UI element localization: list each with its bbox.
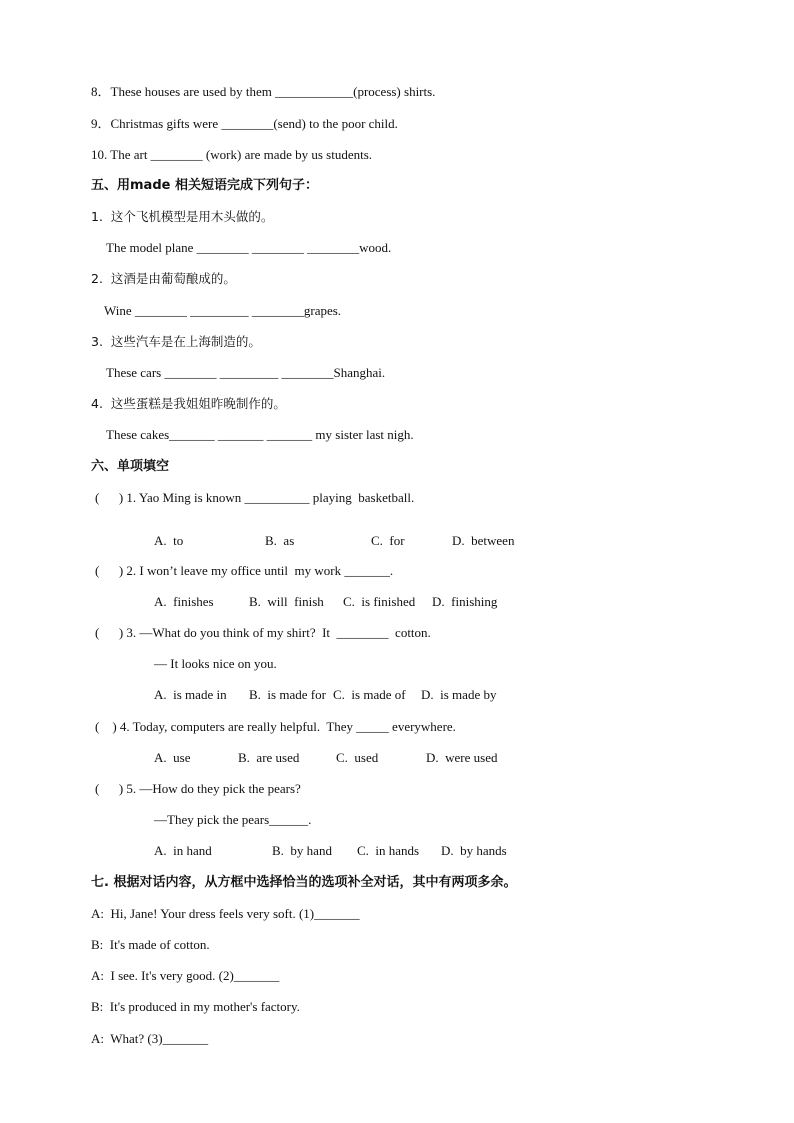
dialogue-line-2: B: It's made of cotton. xyxy=(91,937,210,952)
section-7-heading: 七. 根据对话内容，从方框中选择恰当的选项补全对话，其中有两项多余。 xyxy=(91,875,517,890)
question-2-option-d: D. finishing xyxy=(432,594,498,609)
section-5-heading: 五、用made 相关短语完成下列句子： xyxy=(91,178,318,193)
question-5-option-a: A. in hand xyxy=(154,843,212,858)
dialogue-line-3: A: I see. It's very good. (2)_______ xyxy=(91,968,280,983)
question-5-option-d: D. by hands xyxy=(441,843,507,858)
section-5-item-3-english: These cars ________ _________ ________Shanghai. xyxy=(106,365,386,380)
section-5-item-3-chinese: 3. 这些汽车是在上海制造的。 xyxy=(91,334,261,349)
question-3-response: — It looks nice on you. xyxy=(154,656,277,671)
question-2-option-a: A. finishes xyxy=(154,594,214,609)
question-5-option-b: B. by hand xyxy=(272,843,332,858)
section-5-item-2-english: Wine ________ _________ ________grapes. xyxy=(104,303,342,318)
question-2-option-c: C. is finished xyxy=(343,594,416,609)
question-1-option-b: B. as xyxy=(265,533,295,548)
question-2-option-b: B. will finish xyxy=(249,594,324,609)
question-2-stem: ( ) 2. I won’t leave my office until my work _______. xyxy=(95,563,394,578)
question-5-response: —They pick the pears______. xyxy=(154,812,312,827)
question-4-stem: ( ) 4. Today, computers are really helpful. They _____ everywhere. xyxy=(95,719,456,734)
question-1-option-a: A. to xyxy=(154,533,184,548)
question-1-stem: ( ) 1. Yao Ming is known __________ playing basketball. xyxy=(95,490,415,505)
section-5-item-2-chinese: 2. 这酒是由葡萄酿成的。 xyxy=(91,271,236,286)
question-3-option-a: A. is made in xyxy=(154,687,227,702)
dialogue-line-1: A: Hi, Jane! Your dress feels very soft. (1)_______ xyxy=(91,906,360,921)
question-4-option-d: D. were used xyxy=(426,750,498,765)
question-4-option-a: A. use xyxy=(154,750,191,765)
section-5-item-1-chinese: 1. 这个飞机模型是用木头做的。 xyxy=(91,209,274,224)
dialogue-line-5: A: What? (3)_______ xyxy=(91,1031,209,1046)
exercise-item-10: 10. The art ________ (work) are made by us students. xyxy=(91,147,373,162)
question-3-option-c: C. is made of xyxy=(333,687,406,702)
question-1-option-d: D. between xyxy=(452,533,515,548)
exercise-item-9: 9．Christmas gifts were ________(send) to the poor child. xyxy=(91,116,398,131)
question-3-stem: ( ) 3. —What do you think of my shirt? It ________ cotton. xyxy=(95,625,431,640)
section-5-item-4-chinese: 4. 这些蛋糕是我姐姐昨晚制作的。 xyxy=(91,396,286,411)
section-6-heading: 六、单项填空 xyxy=(91,459,170,474)
question-3-option-b: B. is made for xyxy=(249,687,326,702)
question-5-stem: ( ) 5. —How do they pick the pears? xyxy=(95,781,301,796)
question-4-option-b: B. are used xyxy=(238,750,300,765)
question-5-option-c: C. in hands xyxy=(357,843,420,858)
question-4-option-c: C. used xyxy=(336,750,379,765)
section-5-item-4-english: These cakes_______ _______ _______ my sister last nigh. xyxy=(106,427,414,442)
question-1-option-c: C. for xyxy=(371,533,405,548)
dialogue-line-4: B: It's produced in my mother's factory. xyxy=(91,999,300,1014)
exercise-item-8: 8．These houses are used by them ____________(process) shirts. xyxy=(91,84,436,99)
question-3-option-d: D. is made by xyxy=(421,687,497,702)
section-5-item-1-english: The model plane ________ ________ ________wood. xyxy=(106,240,392,255)
